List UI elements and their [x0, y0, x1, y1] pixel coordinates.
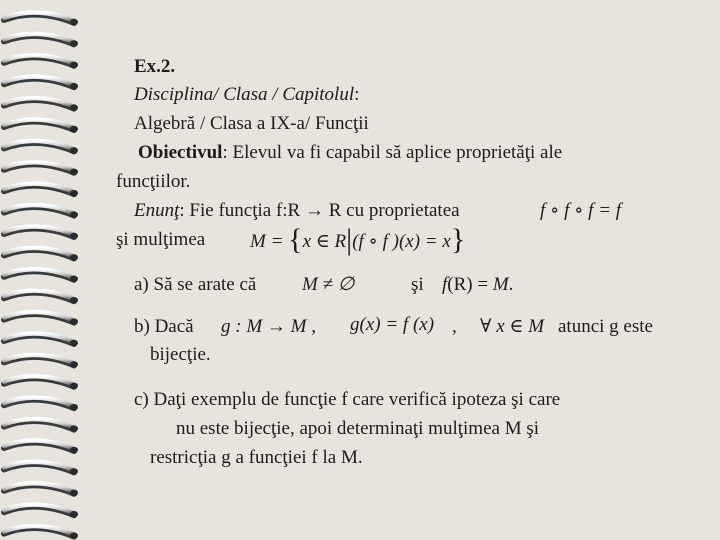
statement-text: : Fie funcţia f:R → R cu proprietatea [179, 200, 460, 221]
set-formula-lhs: M = [250, 231, 284, 252]
statement-formula: f ∘ f ∘ f = f [540, 200, 622, 221]
spiral-ring [4, 355, 78, 368]
objective-line [138, 142, 562, 164]
set-formula-composition: (f ∘ f )(x) = x [352, 231, 451, 252]
spiral-ring [4, 226, 78, 239]
spiral-ring [4, 462, 78, 475]
spiral-ring [4, 34, 78, 47]
spiral-ring [4, 505, 78, 518]
discipline-value: Algebră / Clasa a IX-a/ Funcţii [134, 113, 369, 134]
statement-label: Enunţ [134, 200, 180, 221]
objective-text-cont: funcţiilor. [116, 171, 191, 192]
spiral-ring [4, 77, 78, 90]
item-a-label: a) Să se arate că [134, 274, 257, 295]
spiral-ring [4, 526, 78, 539]
item-b-g-formula: g(x) = f (x) [350, 314, 435, 335]
objective-text: : Elevul va fi capabil să aplice proprietăţi ale [222, 142, 563, 163]
item-b-line2: bijecţie. [150, 344, 211, 365]
item-a-formula: M ≠ ∅ [302, 274, 355, 295]
spiral-ring [4, 376, 78, 389]
spiral-ring [4, 162, 78, 175]
notebook-spiral [0, 0, 86, 540]
spiral-ring [4, 269, 78, 282]
objective-label: Obiectivul [138, 142, 223, 163]
spiral-ring [4, 333, 78, 346]
spiral-ring [4, 12, 78, 25]
set-formula: M = {x ∈ R|(f ∘ f )(x) = x} [250, 223, 466, 256]
spiral-ring [4, 184, 78, 197]
spiral-ring [4, 398, 78, 411]
item-c-line3: restricţia g a funcţiei f la M. [150, 447, 363, 468]
spiral-ring [4, 141, 78, 154]
spiral-ring [4, 98, 78, 111]
spiral-ring [4, 483, 78, 496]
spiral-ring [4, 291, 78, 304]
item-b-map: g : M → M , [221, 316, 316, 337]
discipline-line [134, 84, 359, 106]
set-formula-x-in-r: x ∈ R [302, 231, 347, 252]
item-b-then: atunci g este [558, 316, 653, 337]
item-b-label: b) Dacă [134, 316, 194, 337]
discipline-colon: : [354, 84, 360, 105]
item-b-comma: , [452, 316, 457, 337]
exercise-header: Ex.2. [134, 56, 176, 77]
spiral-ring [4, 205, 78, 218]
item-c-line2: nu este bijecţie, apoi determinaţi mulţimea M şi [176, 418, 540, 439]
item-b-forall: ∀ x ∈ M [480, 316, 545, 337]
discipline-label: Disciplina/ Clasa / Capitolul [134, 84, 355, 105]
notebook-page [86, 0, 720, 540]
item-a-and: şi [411, 274, 424, 295]
spiral-ring [4, 419, 78, 432]
spiral-ring [4, 119, 78, 132]
item-c-line1: c) Daţi exemplu de funcţie f care verifică ipoteza şi care [134, 389, 561, 410]
spiral-ring [4, 440, 78, 453]
item-a-tail: f(R) = M. [442, 274, 514, 295]
spiral-ring [4, 312, 78, 325]
spiral-ring [4, 248, 78, 261]
spiral-ring [4, 55, 78, 68]
statement-line [134, 200, 460, 222]
set-text: şi mulţimea [116, 229, 206, 250]
